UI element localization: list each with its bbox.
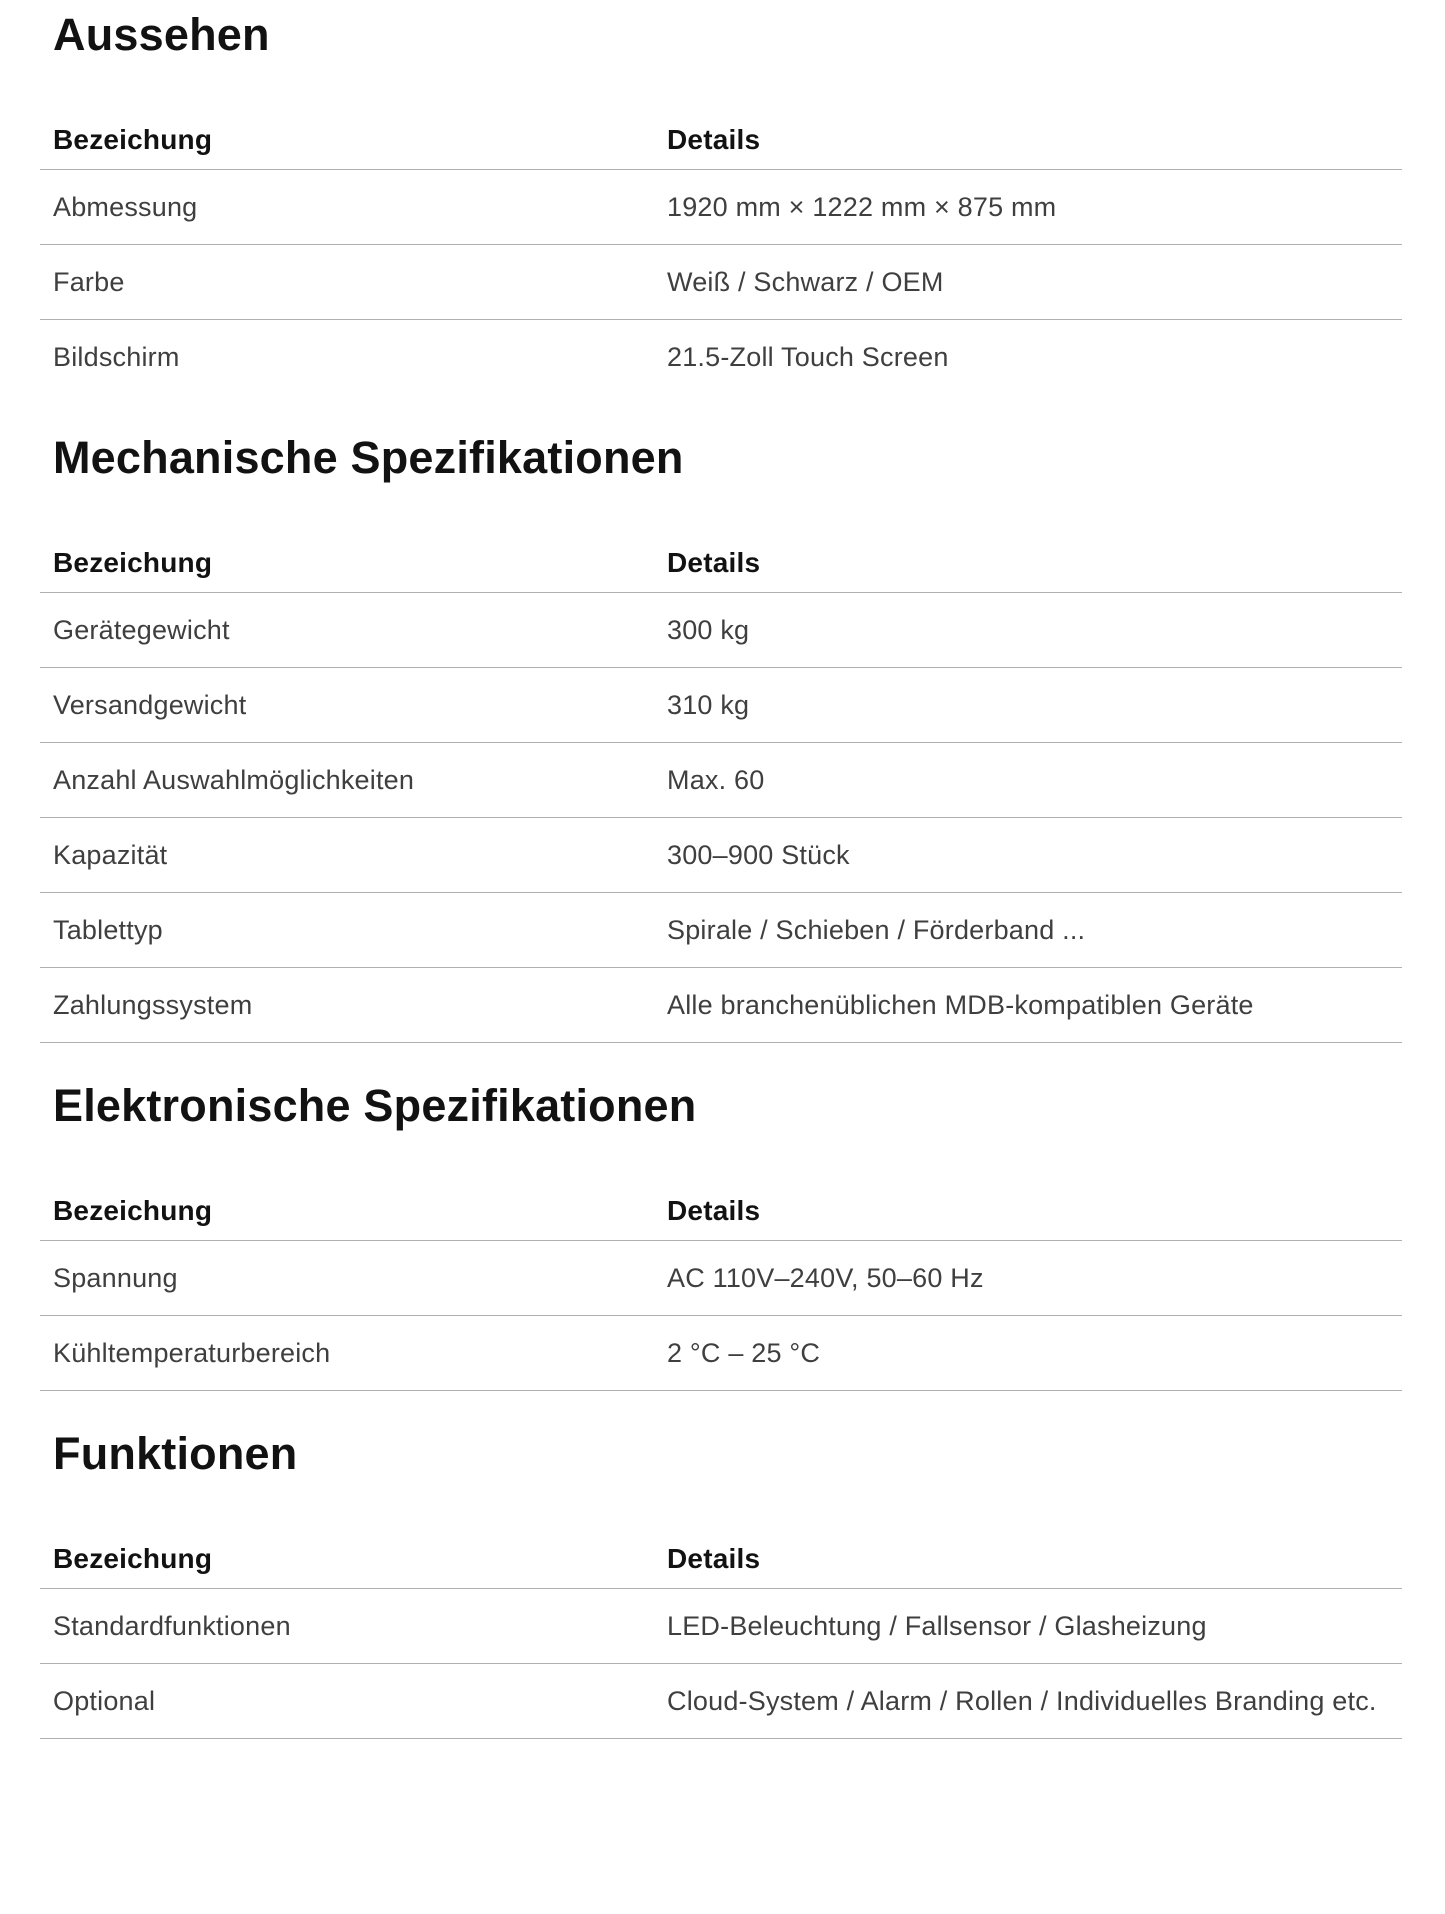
spec-value: Max. 60	[667, 764, 765, 795]
table-row	[40, 1316, 1402, 1391]
spec-value: Weiß / Schwarz / OEM	[667, 266, 944, 297]
spec-table	[40, 110, 1402, 395]
section-heading: Mechanische Spezifikationen	[53, 432, 684, 483]
table-header-row	[40, 533, 1402, 593]
table-row	[40, 1589, 1402, 1664]
spec-label: Bildschirm	[53, 342, 180, 372]
spec-label: Farbe	[53, 266, 125, 297]
spec-value: 21.5-Zoll Touch Screen	[667, 342, 949, 372]
spec-label: Standardfunktionen	[53, 1610, 291, 1641]
section-heading: Funktionen	[53, 1428, 298, 1479]
spec-table	[40, 1529, 1402, 1739]
table-body	[40, 593, 1402, 1043]
spec-value: 300–900 Stück	[667, 839, 850, 870]
spec-value: Spirale / Schieben / Förderband ...	[667, 914, 1086, 945]
spec-value: LED-Beleuchtung / Fallsensor / Glasheizung	[667, 1610, 1207, 1641]
section-mechanische-spezifikationen	[40, 431, 1402, 1043]
table-body	[40, 170, 1402, 395]
table-row	[40, 668, 1402, 743]
table-row	[40, 893, 1402, 968]
section-aussehen	[40, 8, 1402, 395]
table-header-row	[40, 1181, 1402, 1241]
spec-value: 310 kg	[667, 689, 750, 720]
table-header-row	[40, 110, 1402, 170]
section-funktionen	[40, 1427, 1402, 1739]
spec-label: Anzahl Auswahlmöglichkeiten	[53, 764, 415, 795]
spec-label: Kapazität	[53, 839, 168, 870]
spec-value: Alle branchenüblichen MDB-kompatiblen Geräte	[667, 989, 1254, 1020]
column-header-bezeichung: Bezeichung	[53, 1542, 213, 1574]
column-header-bezeichung: Bezeichung	[53, 123, 213, 155]
table-row	[40, 170, 1402, 245]
spec-value: Cloud-System / Alarm / Rollen / Individuelles Branding etc.	[667, 1685, 1377, 1716]
table-row	[40, 245, 1402, 320]
column-header-details: Details	[667, 546, 761, 578]
spec-sheet-content	[40, 0, 1402, 1739]
column-header-details: Details	[667, 1542, 761, 1574]
spec-label: Tablettyp	[53, 914, 163, 945]
table-header-row	[40, 1529, 1402, 1589]
section-heading: Elektronische Spezifikationen	[53, 1080, 697, 1131]
spec-label: Kühltemperaturbereich	[53, 1337, 331, 1368]
column-header-bezeichung: Bezeichung	[53, 546, 213, 578]
spec-table	[40, 1181, 1402, 1391]
table-row	[40, 593, 1402, 668]
table-row	[40, 818, 1402, 893]
table-body	[40, 1589, 1402, 1739]
spec-table	[40, 533, 1402, 1043]
column-header-bezeichung: Bezeichung	[53, 1194, 213, 1226]
spec-value: 1920 mm × 1222 mm × 875 mm	[667, 191, 1057, 222]
column-header-details: Details	[667, 123, 761, 155]
table-body	[40, 1241, 1402, 1391]
table-row	[40, 968, 1402, 1043]
table-row	[40, 743, 1402, 818]
table-row	[40, 1241, 1402, 1316]
spec-value: 300 kg	[667, 614, 750, 645]
spec-label: Versandgewicht	[53, 689, 247, 720]
table-row	[40, 320, 1402, 395]
spec-label: Zahlungssystem	[53, 989, 253, 1020]
table-row	[40, 1664, 1402, 1739]
section-elektronische-spezifikationen	[40, 1079, 1402, 1391]
spec-label: Spannung	[53, 1262, 178, 1293]
spec-value: AC 110V–240V, 50–60 Hz	[667, 1262, 984, 1293]
spec-label: Gerätegewicht	[53, 614, 230, 645]
spec-label: Abmessung	[53, 191, 198, 222]
column-header-details: Details	[667, 1194, 761, 1226]
section-heading: Aussehen	[53, 9, 270, 60]
spec-label: Optional	[53, 1685, 156, 1716]
spec-value: 2 °C – 25 °C	[667, 1337, 821, 1368]
